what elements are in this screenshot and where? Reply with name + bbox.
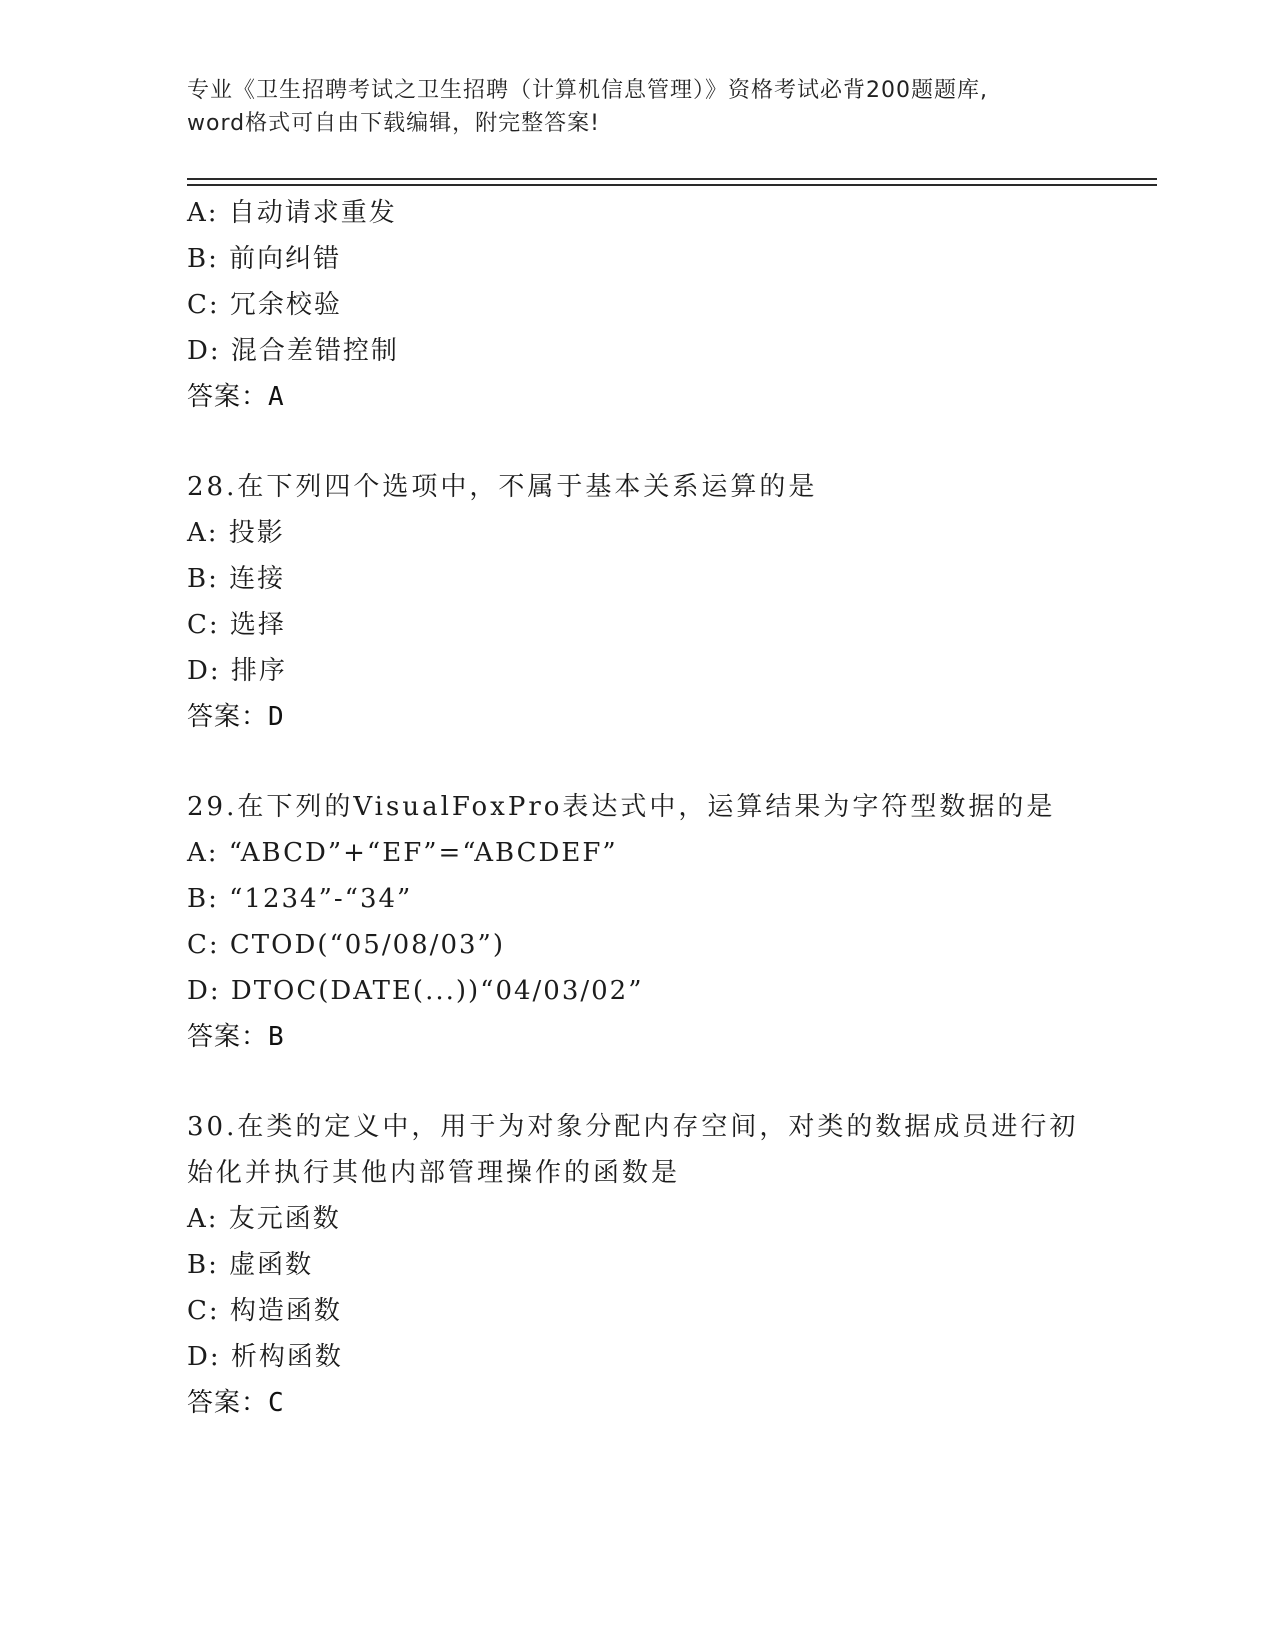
question-stem: 30.在类的定义中，用于为对象分配内存空间，对类的数据成员进行初始化并执行其他内部管理操作的函数是 [187,1112,1079,1188]
option-a: A: 友元函数 [187,1204,341,1234]
option-b: B: 连接 [187,564,286,594]
spacer [187,740,1087,784]
header-line-2: word格式可自由下载编辑，附完整答案! [187,111,600,136]
option-d: D: DTOC(DATE(...))“04/03/02” [187,976,644,1006]
document-header [187,74,1087,140]
option-c: C: 冗余校验 [187,290,342,320]
question-30 [187,1104,1087,1426]
option-b: B: 虚函数 [187,1250,314,1280]
question-stem: 28.在下列四个选项中，不属于基本关系运算的是 [187,472,818,502]
answer-value: B [268,1022,285,1052]
header-divider-top [187,178,1157,180]
option-a: A: “ABCD”+“EF”=“ABCDEF” [187,838,618,868]
answer-line [187,694,1087,740]
option-a: A: 自动请求重发 [187,198,397,228]
answer-value: C [268,1388,285,1418]
header-divider-bottom [187,184,1157,186]
answer-label: 答案： [187,1388,269,1418]
question-list [187,190,1087,1426]
question-27-continued [187,190,1087,420]
answer-label: 答案： [187,382,269,412]
answer-line [187,1380,1087,1426]
answer-value: A [268,382,285,412]
option-b: B: 前向纠错 [187,244,342,274]
question-29 [187,784,1087,1060]
option-c: C: 选择 [187,610,286,640]
answer-line [187,374,1087,420]
spacer [187,420,1087,464]
option-d: D: 排序 [187,656,287,686]
option-b: B: “1234”-“34” [187,884,413,914]
answer-label: 答案： [187,702,269,732]
option-c: C: CTOD(“05/08/03”) [187,930,505,960]
option-d: D: 混合差错控制 [187,336,399,366]
question-28 [187,464,1087,740]
question-stem: 29.在下列的VisualFoxPro表达式中，运算结果为字符型数据的是 [187,792,1056,822]
answer-line [187,1014,1087,1060]
answer-label: 答案： [187,1022,269,1052]
option-a: A: 投影 [187,518,285,548]
option-c: C: 构造函数 [187,1296,342,1326]
header-line-1: 专业《卫生招聘考试之卫生招聘（计算机信息管理）》资格考试必背200题题库, [187,78,988,103]
option-d: D: 析构函数 [187,1342,343,1372]
answer-value: D [268,702,285,732]
spacer [187,1060,1087,1104]
